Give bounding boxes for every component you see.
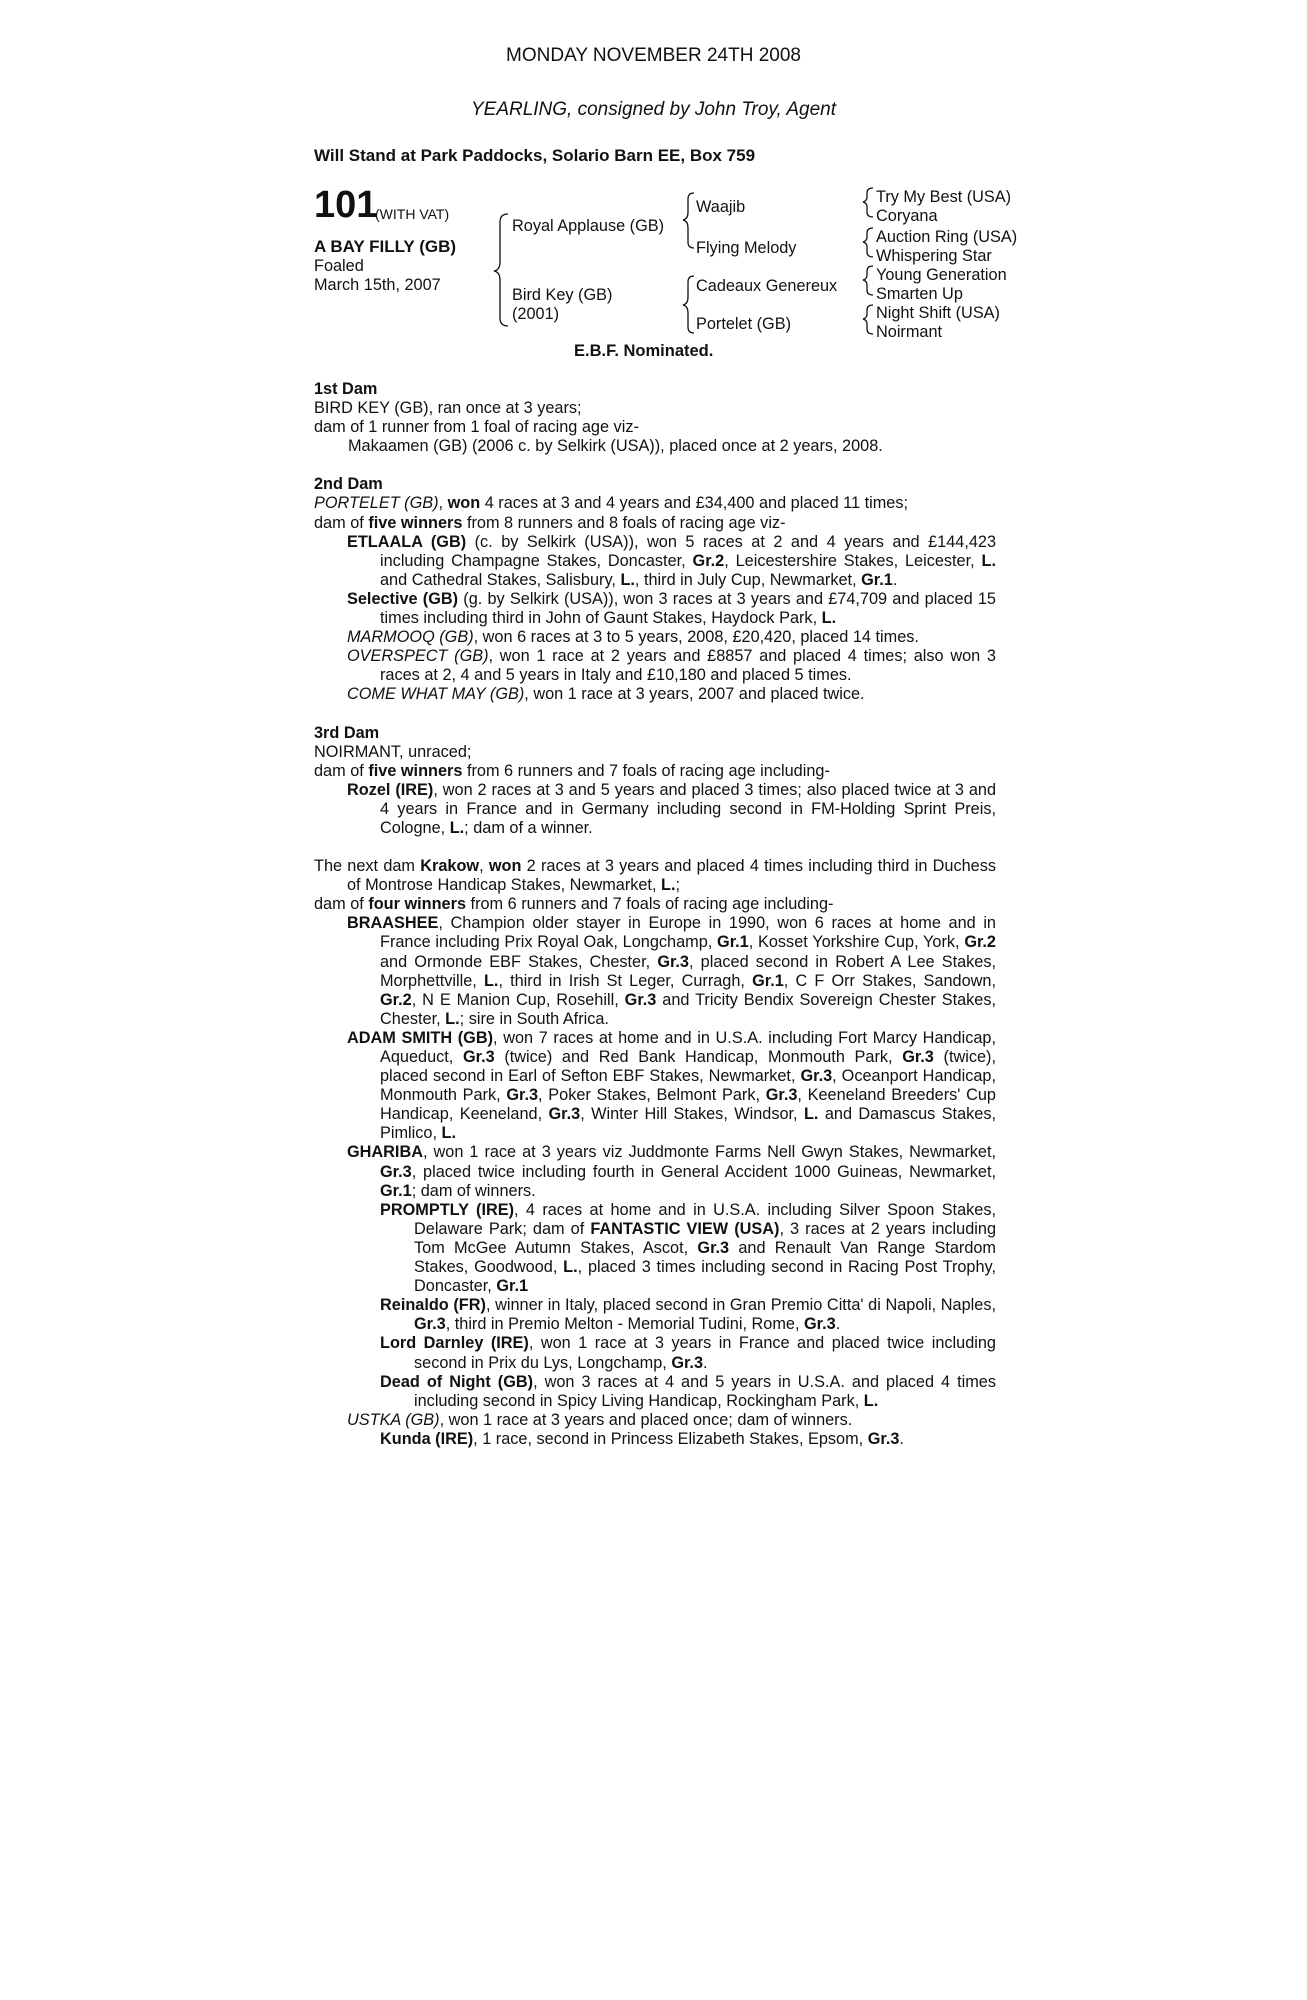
third-dam-heading: 3rd Dam	[314, 723, 380, 742]
pedigree-dss: Young Generation	[876, 266, 1007, 284]
first-dam-produce-line: dam of 1 runner from 1 foal of racing age viz-	[314, 418, 639, 437]
lot-name: A BAY FILLY (GB)	[314, 237, 457, 256]
produce-kunda: Kunda (IRE), 1 race, second in Princess Elizabeth Stakes, Epsom, Gr.3.	[380, 1429, 904, 1448]
consignment-line: YEARLING, consigned by John Troy, Agent	[470, 99, 837, 120]
pedigree-dam-year: (2001)	[512, 305, 560, 323]
produce-lord-darnley: Lord Darnley (IRE), won 1 race at 3 years in France and placed twice including second in Prix du Lys, Longchamp, Gr.3.	[380, 1334, 996, 1372]
produce-dead-of-night: Dead of Night (GB), won 3 races at 4 and 5 years in U.S.A. and placed 4 times including second in Spicy Living Handicap, Rockingham Park, L.	[380, 1372, 996, 1410]
first-dam-line: BIRD KEY (GB), ran once at 3 years;	[314, 399, 582, 418]
pedigree-ssd: Coryana	[876, 207, 938, 225]
pedigree-dds: Night Shift (USA)	[876, 304, 1000, 322]
pedigree-sire: Royal Applause (GB)	[512, 217, 665, 235]
third-dam-line: NOIRMANT, unraced;	[314, 742, 472, 761]
lot-number: 101	[314, 184, 378, 226]
foaled-date: March 15th, 2007	[314, 276, 441, 294]
lot-vat: (WITH VAT)	[375, 206, 450, 222]
first-dam-foal: Makaamen (GB) (2006 c. by Selkirk (USA)), placed once at 2 years, 2008.	[348, 437, 883, 456]
produce-promptly: PROMPTLY (IRE), 4 races at home and in U.S.A. including Silver Spoon Stakes, Delaware Park; dam of FANTASTIC VIEW (USA), 3 races at 2 years including Tom McGee Autumn Stakes, Ascot, Gr.3 and Renault Van Range Stardom Stakes, Goodwood, L., placed 3 times including second in Racing Post Trophy, Doncaster, Gr.1	[380, 1200, 996, 1296]
produce-adam-smith: ADAM SMITH (GB), won 7 races at home and in U.S.A. including Fort Marcy Handicap, Aqueduct, Gr.3 (twice) and Red Bank Handicap, Monmouth Park, Gr.3 (twice), placed second in Earl of Sefton EBF Stakes, Newmarket, Gr.3, Oceanport Handicap, Monmouth Park, Gr.3, Poker Stakes, Belmont Park, Gr.3, Keeneland Breeders' Cup Handicap, Keeneland, Gr.3, Winter Hill Stakes, Windsor, L. and Damascus Stakes, Pimlico, L.	[347, 1028, 996, 1143]
first-dam-heading: 1st Dam	[314, 380, 378, 398]
second-dam-produce-line: dam of five winners from 8 runners and 8 foals of racing age viz-	[314, 513, 786, 532]
next-dam-produce-line: dam of four winners from 6 runners and 7 foals of racing age including-	[314, 895, 834, 914]
pedigree-dam-sire: Cadeaux Genereux	[696, 277, 838, 295]
pedigree-sire-dam: Flying Melody	[696, 239, 797, 257]
next-dam-krakow: The next dam Krakow, won 2 races at 3 years and placed 4 times including third in Duchess of Montrose Handicap Stakes, Newmarket, L.;	[314, 857, 996, 895]
pedigree-sdd: Whispering Star	[876, 247, 992, 265]
produce-ghariba: GHARIBA, won 1 race at 3 years viz Juddmonte Farms Nell Gwyn Stakes, Newmarket, Gr.3, placed twice including fourth in General Accident 1000 Guineas, Newmarket, Gr.1; dam of winners.	[347, 1143, 996, 1200]
produce-ustka: USTKA (GB), won 1 race at 3 years and placed once; dam of winners.	[347, 1410, 853, 1429]
catalogue-body	[314, 380, 996, 1449]
produce-etlaala: ETLAALA (GB) (c. by Selkirk (USA)), won 5 races at 2 and 4 years and £144,423 including Champagne Stakes, Doncaster, Gr.2, Leicestershire Stakes, Leicester, L. and Cathedral Stakes, Salisbury, L., third in July Cup, Newmarket, Gr.1.	[347, 532, 997, 589]
produce-reinaldo: Reinaldo (FR), winner in Italy, placed second in Gran Premio Citta' di Napoli, Naples, Gr.3, third in Premio Melton - Memorial Tudini, Rome, Gr.3.	[380, 1296, 996, 1334]
second-dam-line: PORTELET (GB), won 4 races at 3 and 4 years and £34,400 and placed 11 times;	[314, 494, 908, 513]
third-dam-produce-line: dam of five winners from 6 runners and 7 foals of racing age including-	[314, 761, 830, 780]
pedigree-dam-dam: Portelet (GB)	[696, 315, 792, 333]
produce-braashee: BRAASHEE, Champion older stayer in Europe in 1990, won 6 races at home and in France including Prix Royal Oak, Longchamp, Gr.1, Kosset Yorkshire Cup, York, Gr.2 and Ormonde EBF Stakes, Chester, Gr.3, placed second in Robert A Lee Stakes, Morphettville, L., third in Irish St Leger, Curragh, Gr.1, C F Orr Stakes, Sandown, Gr.2, N E Manion Cup, Rosehill, Gr.3 and Tricity Bendix Sovereign Chester Stakes, Chester, L.; sire in South Africa.	[347, 914, 997, 1028]
second-dam-heading: 2nd Dam	[314, 475, 383, 494]
pedigree-ddd: Noirmant	[876, 323, 943, 341]
produce-come-what-may: COME WHAT MAY (GB), won 1 race at 3 years, 2007 and placed twice.	[347, 685, 865, 704]
produce-marmooq: MARMOOQ (GB), won 6 races at 3 to 5 years, 2008, £20,420, placed 14 times.	[347, 628, 919, 647]
ebf-nominated: E.B.F. Nominated.	[574, 342, 714, 360]
produce-rozel: Rozel (IRE), won 2 races at 3 and 5 years and placed 3 times; also placed twice at 3 and 4 years in France and in Germany including second in FM-Holding Sprint Preis, Cologne, L.; dam of a winner.	[347, 780, 997, 837]
pedigree-sss: Try My Best (USA)	[876, 188, 1012, 206]
produce-selective: Selective (GB) (g. by Selkirk (USA)), won 3 races at 3 years and £74,709 and placed 15 times including third in John of Gaunt Stakes, Haydock Park, L.	[347, 589, 996, 628]
pedigree-dsd: Smarten Up	[876, 285, 963, 303]
pedigree-braces	[0, 0, 1307, 360]
pedigree-sire-sire: Waajib	[696, 198, 746, 216]
pedigree-sds: Auction Ring (USA)	[876, 228, 1018, 246]
pedigree-dam: Bird Key (GB)	[512, 286, 613, 304]
stand-location: Will Stand at Park Paddocks, Solario Barn EE, Box 759	[314, 146, 756, 165]
produce-overspect: OVERSPECT (GB), won 1 race at 2 years and £8857 and placed 4 times; also won 3 races at 2, 4 and 5 years in Italy and £10,180 and placed 5 times.	[347, 647, 996, 685]
foaled-label: Foaled	[314, 257, 364, 275]
sale-date: MONDAY NOVEMBER 24TH 2008	[506, 45, 801, 66]
